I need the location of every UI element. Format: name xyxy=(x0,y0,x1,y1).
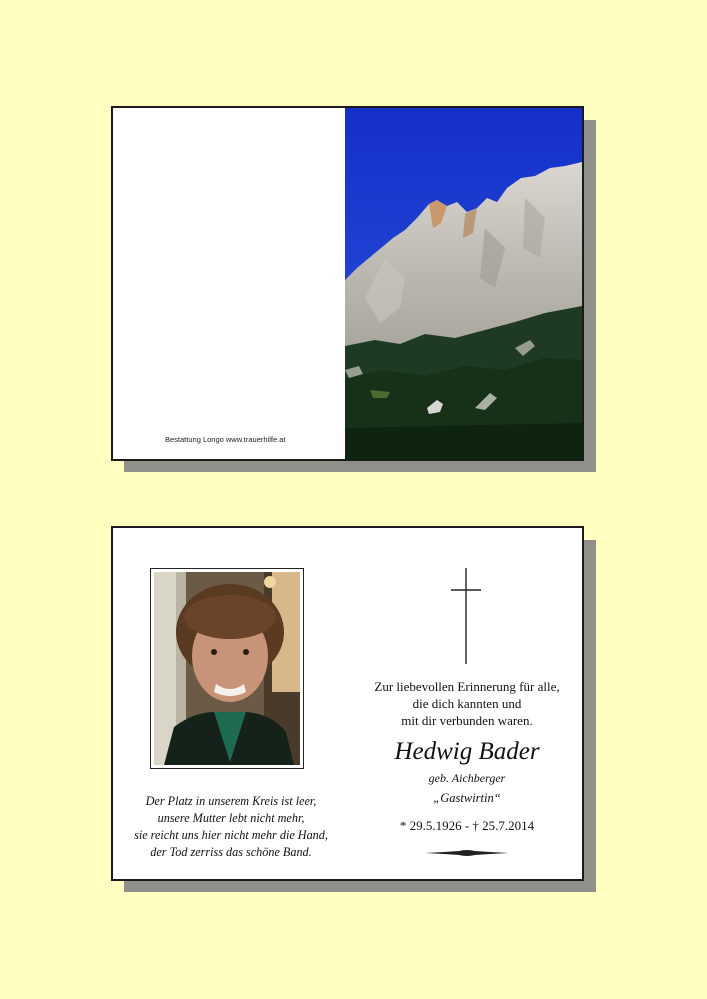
dedication-line: mit dir verbunden waren. xyxy=(401,713,533,728)
poem-line: unsere Mutter lebt nicht mehr, xyxy=(157,811,305,825)
maiden-name: geb. Aichberger xyxy=(428,771,506,785)
poem-line: sie reicht uns hier nicht mehr die Hand, xyxy=(134,828,328,842)
deceased-name: Hedwig Bader xyxy=(394,738,540,765)
mountain-cover-image xyxy=(345,108,582,459)
inside-card xyxy=(111,526,584,881)
ornament-divider-icon xyxy=(425,848,509,858)
life-dates: * 29.5.1926 - † 25.7.2014 xyxy=(399,818,535,833)
memorial-dedication xyxy=(353,678,581,729)
poem-line: Der Platz in unserem Kreis ist leer, xyxy=(145,794,317,808)
poem-line: der Tod zerriss das schöne Band. xyxy=(150,845,312,859)
dedication-line: die dich kannten und xyxy=(412,696,522,711)
portrait-photo xyxy=(154,572,300,765)
memorial-poem xyxy=(121,793,341,861)
dedication-line: Zur liebevollen Erinnerung für alle, xyxy=(374,679,560,694)
funeral-home-imprint: Bestattung Longo www.trauerhilfe.at xyxy=(165,435,286,444)
front-card xyxy=(111,106,584,461)
front-card-back-panel xyxy=(113,108,345,459)
occupation: „Gastwirtin“ xyxy=(433,791,501,805)
cross-icon xyxy=(451,568,481,664)
portrait-frame xyxy=(150,568,304,769)
